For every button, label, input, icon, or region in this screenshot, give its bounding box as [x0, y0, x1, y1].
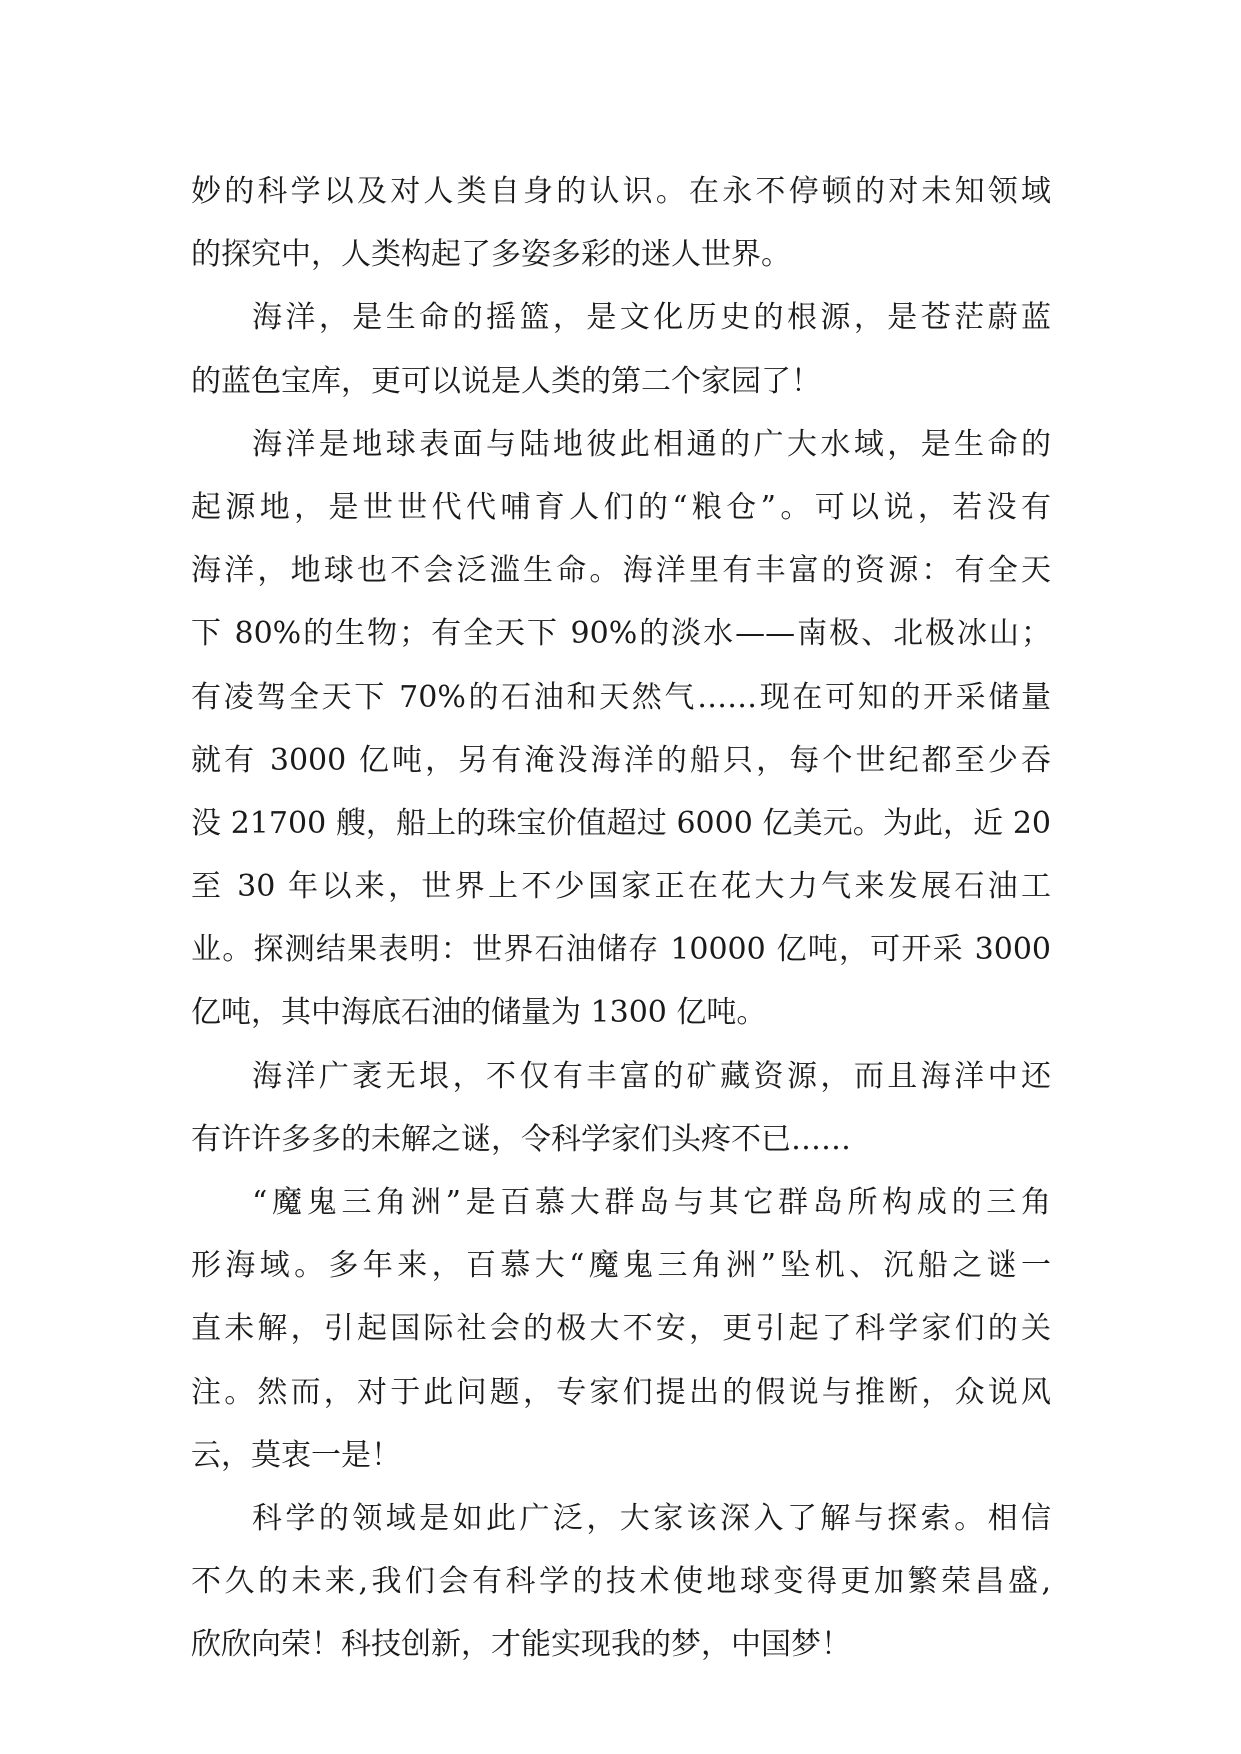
text-line: 海洋广袤无垠，不仅有丰富的矿藏资源，而且海洋中还: [252, 1058, 1051, 1094]
text-line: 云，莫衷一是！: [191, 1437, 401, 1473]
text-line: 业。探测结果表明：世界石油储存 10000 亿吨，可开采 3000: [191, 932, 1051, 968]
paragraph: [191, 413, 1051, 1045]
text-line: 欣欣向荣！科技创新，才能实现我的梦，中国梦！: [191, 1627, 851, 1663]
paragraph: [191, 1171, 1051, 1487]
text-line: 形海域。多年来，百慕大“魔鬼三角洲”坠机、沉船之谜一: [191, 1248, 1051, 1284]
text-line: 至 30 年以来，世界上不少国家正在花大力气来发展石油工: [191, 869, 1051, 905]
paragraph: [191, 1045, 1051, 1171]
paragraph: [191, 160, 1051, 286]
paragraph: [191, 1487, 1051, 1677]
text-line: 亿吨，其中海底石油的储量为 1300 亿吨。: [191, 995, 767, 1031]
text-line: 下 80%的生物；有全天下 90%的淡水——南极、北极冰山；: [191, 616, 1051, 652]
text-line: 就有 3000 亿吨，另有淹没海洋的船只，每个世纪都至少吞: [191, 742, 1051, 778]
text-line: 注。然而，对于此问题，专家们提出的假说与推断，众说风: [191, 1374, 1051, 1410]
text-line: 有凌驾全天下 70%的石油和天然气……现在可知的开采储量: [191, 679, 1051, 715]
text-line: 的探究中，人类构起了多姿多彩的迷人世界。: [191, 237, 791, 273]
body-text: [191, 160, 1051, 1677]
text-line: 科学的领域是如此广泛，大家该深入了解与探索。相信: [252, 1500, 1051, 1536]
text-line: 没 21700 艘，船上的珠宝价值超过 6000 亿美元。为此，近 20: [191, 805, 1051, 841]
text-line: 不久的未来,我们会有科学的技术使地球变得更加繁荣昌盛,: [191, 1564, 1051, 1600]
text-line: 有许许多多的未解之谜，令科学家们头疼不已……: [191, 1121, 851, 1157]
text-line: 起源地，是世世代代哺育人们的“粮仓”。可以说，若没有: [191, 489, 1051, 525]
text-line: 海洋是地球表面与陆地彼此相通的广大水域，是生命的: [252, 426, 1051, 462]
text-line: 的蓝色宝库，更可以说是人类的第二个家园了！: [191, 363, 821, 399]
text-line: 直未解，引起国际社会的极大不安，更引起了科学家们的关: [191, 1311, 1051, 1347]
paragraph: [191, 286, 1051, 412]
text-line: “魔鬼三角洲”是百慕大群岛与其它群岛所构成的三角: [252, 1185, 1051, 1220]
text-line: 海洋，地球也不会泛滥生命。海洋里有丰富的资源：有全天: [191, 553, 1051, 589]
text-line: 妙的科学以及对人类自身的认识。在永不停顿的对未知领域: [191, 174, 1051, 209]
text-line: 海洋，是生命的摇篮，是文化历史的根源，是苍茫蔚蓝: [252, 300, 1051, 336]
